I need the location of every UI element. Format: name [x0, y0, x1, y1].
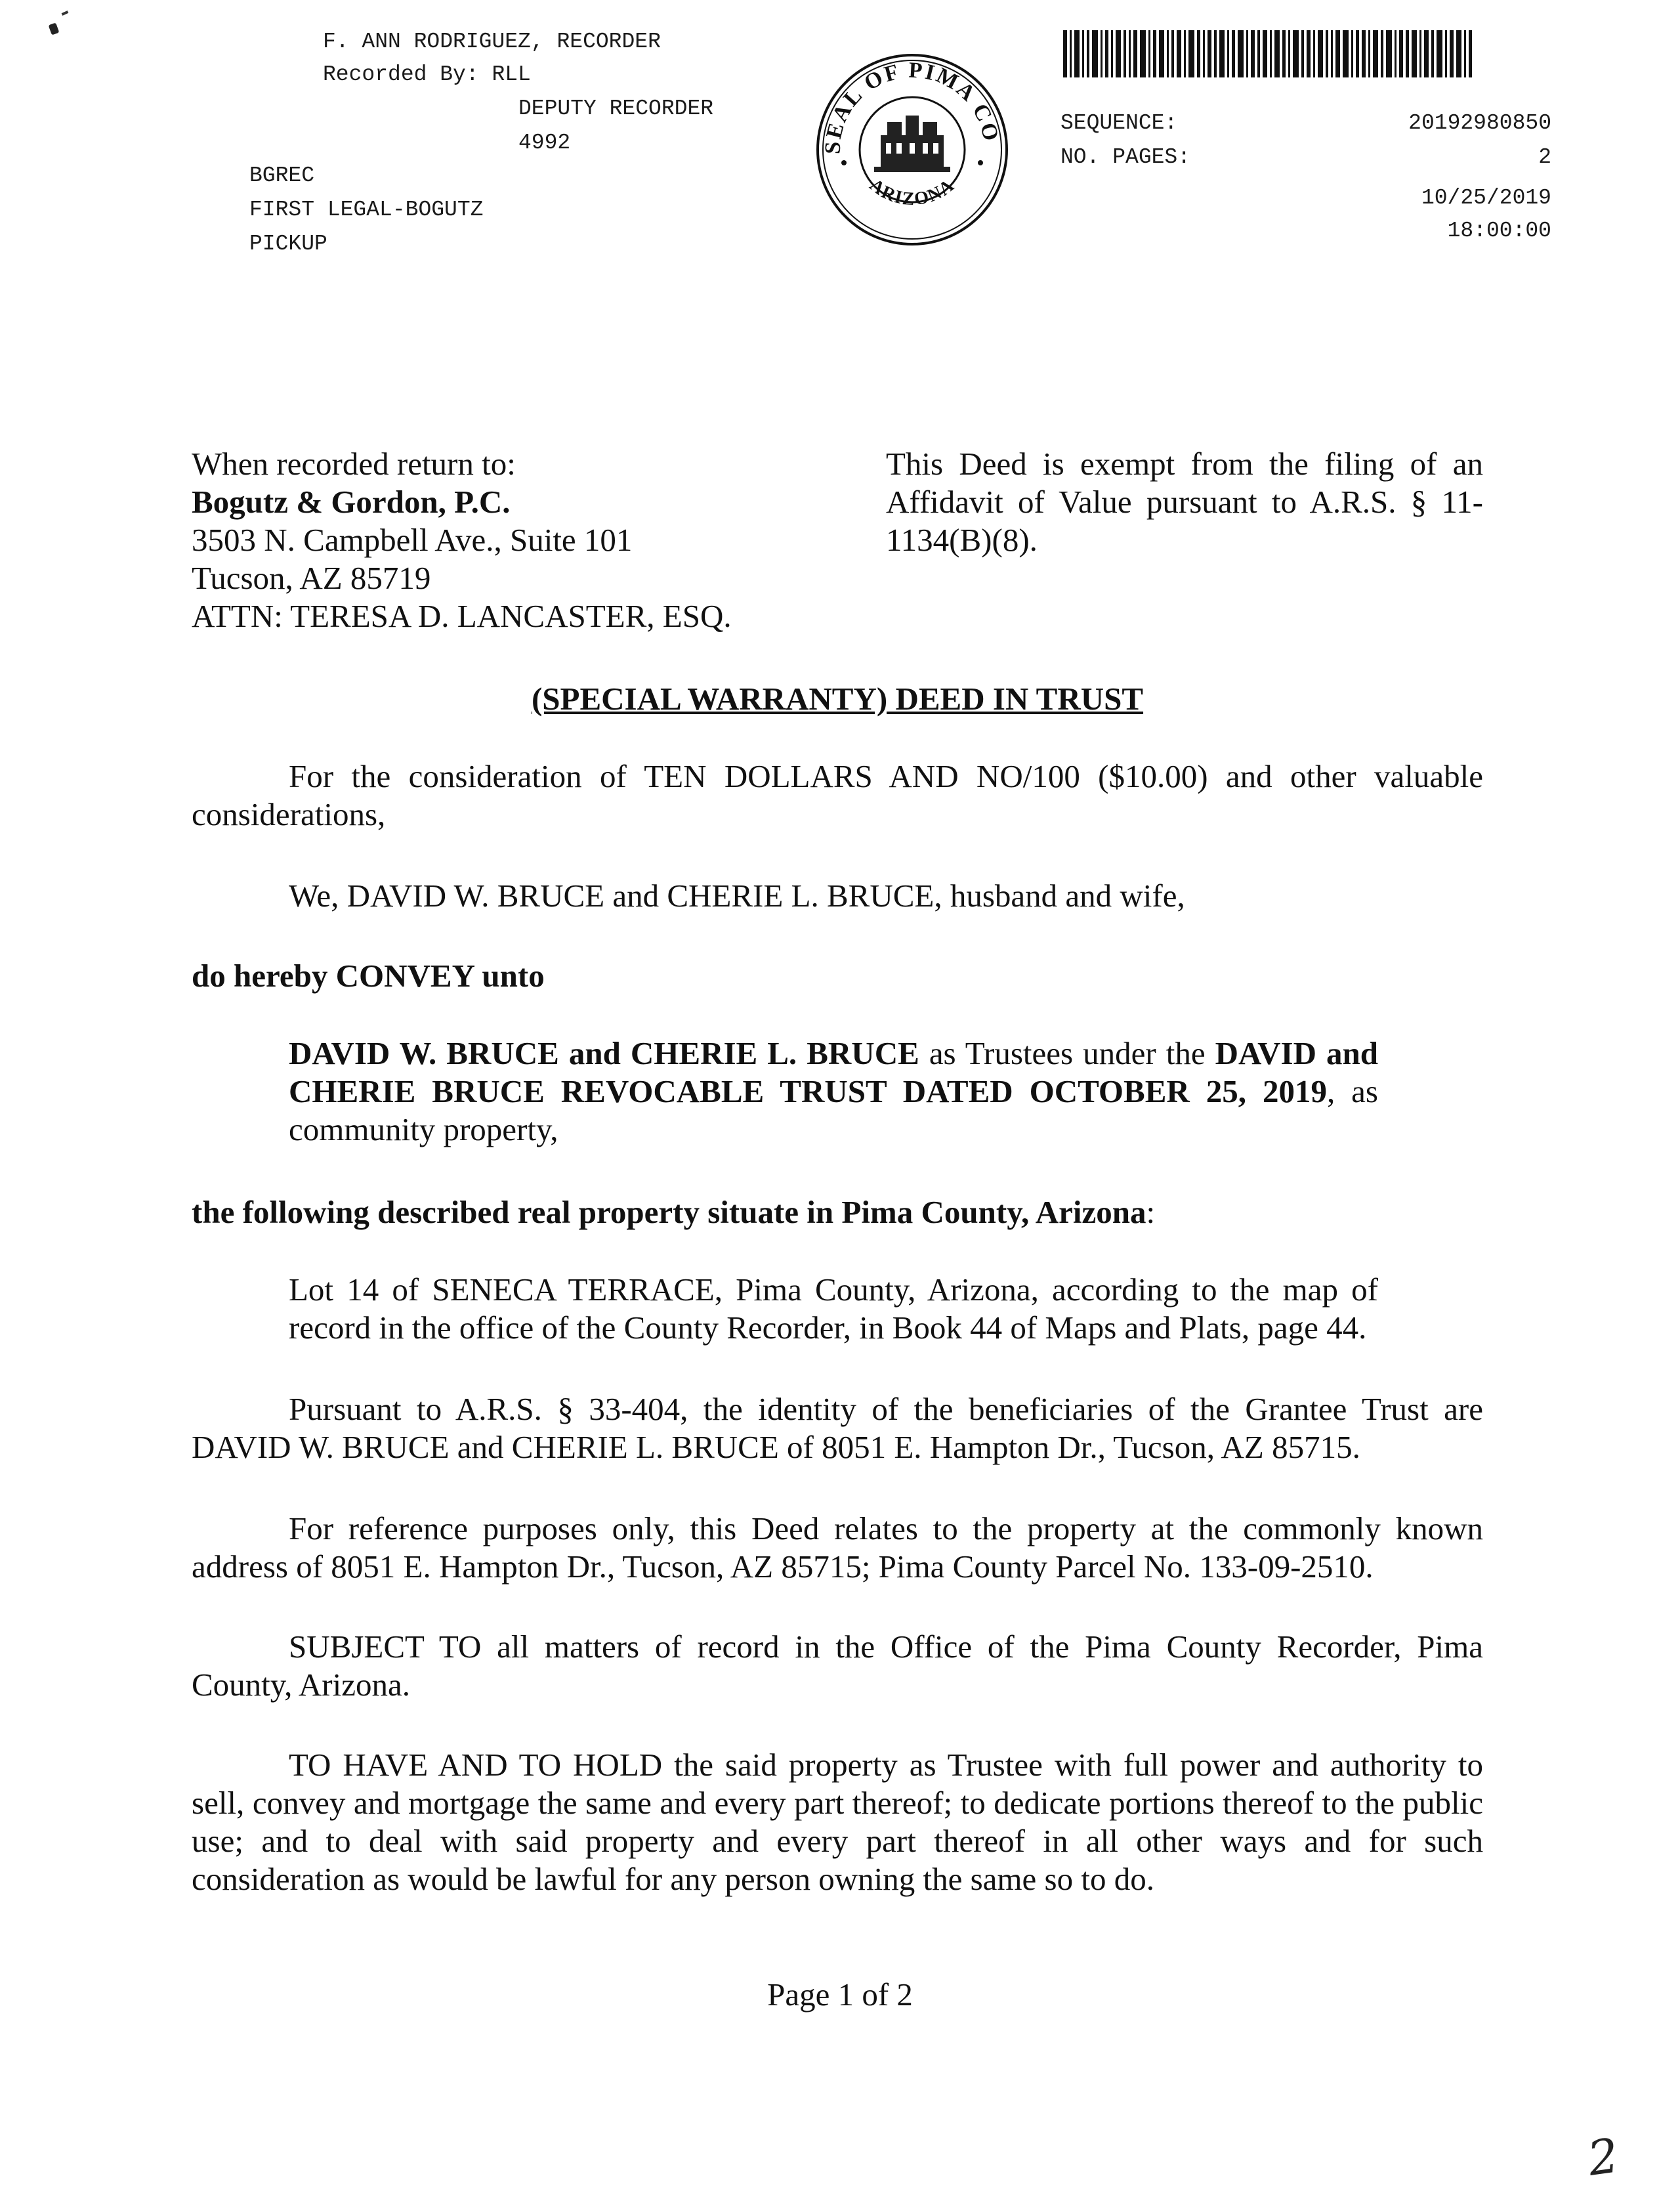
subject-to-paragraph: SUBJECT TO all matters of record in the Office of the Pima County Recorder, Pima County, Arizona. [192, 1629, 1483, 1703]
convey-clause: do hereby CONVEY unto [192, 958, 545, 994]
property-intro-text: the following described real property situate in Pima County, Arizona [192, 1194, 1146, 1230]
svg-text:THE SEAL OF PIMA COUNTY: SEAL OF PIMA CO [820, 58, 1003, 155]
sequence-value: 20192980850 [1408, 111, 1551, 135]
recording-barcode [1063, 30, 1505, 77]
scan-mark-small [62, 11, 69, 16]
grantee-as-trustees: as Trustees under the [919, 1035, 1215, 1071]
legal-description: Lot 14 of SENECA TERRACE, Pima County, Arizona, according to the map of record in the office of the County Recorder, in Book 44 of Maps and Plats, page 44. [289, 1271, 1378, 1346]
return-to-attn: ATTN: TERESA D. LANCASTER, ESQ. [192, 598, 732, 634]
property-intro-colon: : [1146, 1194, 1156, 1230]
scan-mark [49, 22, 60, 35]
exempt-note: This Deed is exempt from the filing of an Affidavit of Value pursuant to A.R.S. § 11-1134(B)(8). [886, 446, 1483, 558]
deed-title: (SPECIAL WARRANTY) DEED IN TRUST [531, 681, 1144, 717]
grantors-paragraph: We, DAVID W. BRUCE and CHERIE L. BRUCE, husband and wife, [289, 878, 1185, 914]
svg-text:ARIZONA: ARIZONA [866, 175, 959, 210]
return-to-firm: Bogutz & Gordon, P.C. [192, 484, 511, 520]
grantee-tail: , as community property, [289, 1073, 1378, 1147]
return-to-label: When recorded return to: [192, 446, 516, 482]
reference-paragraph: For reference purposes only, this Deed relates to the property at the commonly known address of 8051 E. Hampton Dr., Tucson, AZ 85715; Pima County Parcel No. 133-09-2510. [192, 1510, 1483, 1585]
recorder-name: F. ANN RODRIGUEZ, RECORDER [323, 30, 661, 54]
handwritten-page-mark: 2 [1584, 2127, 1622, 2186]
pages-label: NO. PAGES: [1060, 145, 1191, 169]
beneficiaries-paragraph: Pursuant to A.R.S. § 33-404, the identity of the beneficiaries of the Grantee Trust are DAVID W. BRUCE and CHERIE L. BRUCE of 8051 E. Hampton Dr., Tucson, AZ 85715. [192, 1391, 1483, 1465]
return-to-address-2: Tucson, AZ 85719 [192, 560, 431, 596]
page-number: Page 1 of 2 [767, 1976, 913, 2013]
county-seal [814, 51, 1011, 248]
code-first-legal: FIRST LEGAL-BOGUTZ [249, 198, 484, 222]
code-bgrec: BGREC [249, 163, 315, 188]
pages-value: 2 [1538, 145, 1551, 169]
deputy-title: DEPUTY RECORDER [518, 96, 714, 121]
return-to-block [192, 445, 782, 635]
recorded-by: Recorded By: RLL [323, 62, 531, 87]
grantee-trust-name: DAVID and CHERIE BRUCE REVOCABLE TRUST DATED OCTOBER 25, 2019 [289, 1035, 1379, 1109]
record-time: 18:00:00 [1447, 219, 1551, 243]
code-pickup: PICKUP [249, 232, 327, 256]
record-date: 10/25/2019 [1421, 186, 1551, 210]
return-to-address-1: 3503 N. Campbell Ave., Suite 101 [192, 522, 633, 558]
consideration-paragraph: For the consideration of TEN DOLLARS AND NO/100 ($10.00) and other valuable considerations, [192, 758, 1483, 832]
grantee-names: DAVID W. BRUCE and CHERIE L. BRUCE [289, 1035, 919, 1071]
property-intro [192, 1193, 1483, 1231]
to-have-paragraph: TO HAVE AND TO HOLD the said property as Trustee with full power and authority to sell, convey and mortgage the same and every part thereof; to dedicate portions thereof to the public use; and to deal with said property and every part thereof in all other ways and for such consideration as would be lawful for any person owning the same so to do. [192, 1747, 1483, 1897]
deputy-number: 4992 [518, 131, 571, 155]
grantee-paragraph [289, 1034, 1378, 1149]
sequence-label: SEQUENCE: [1060, 111, 1178, 135]
